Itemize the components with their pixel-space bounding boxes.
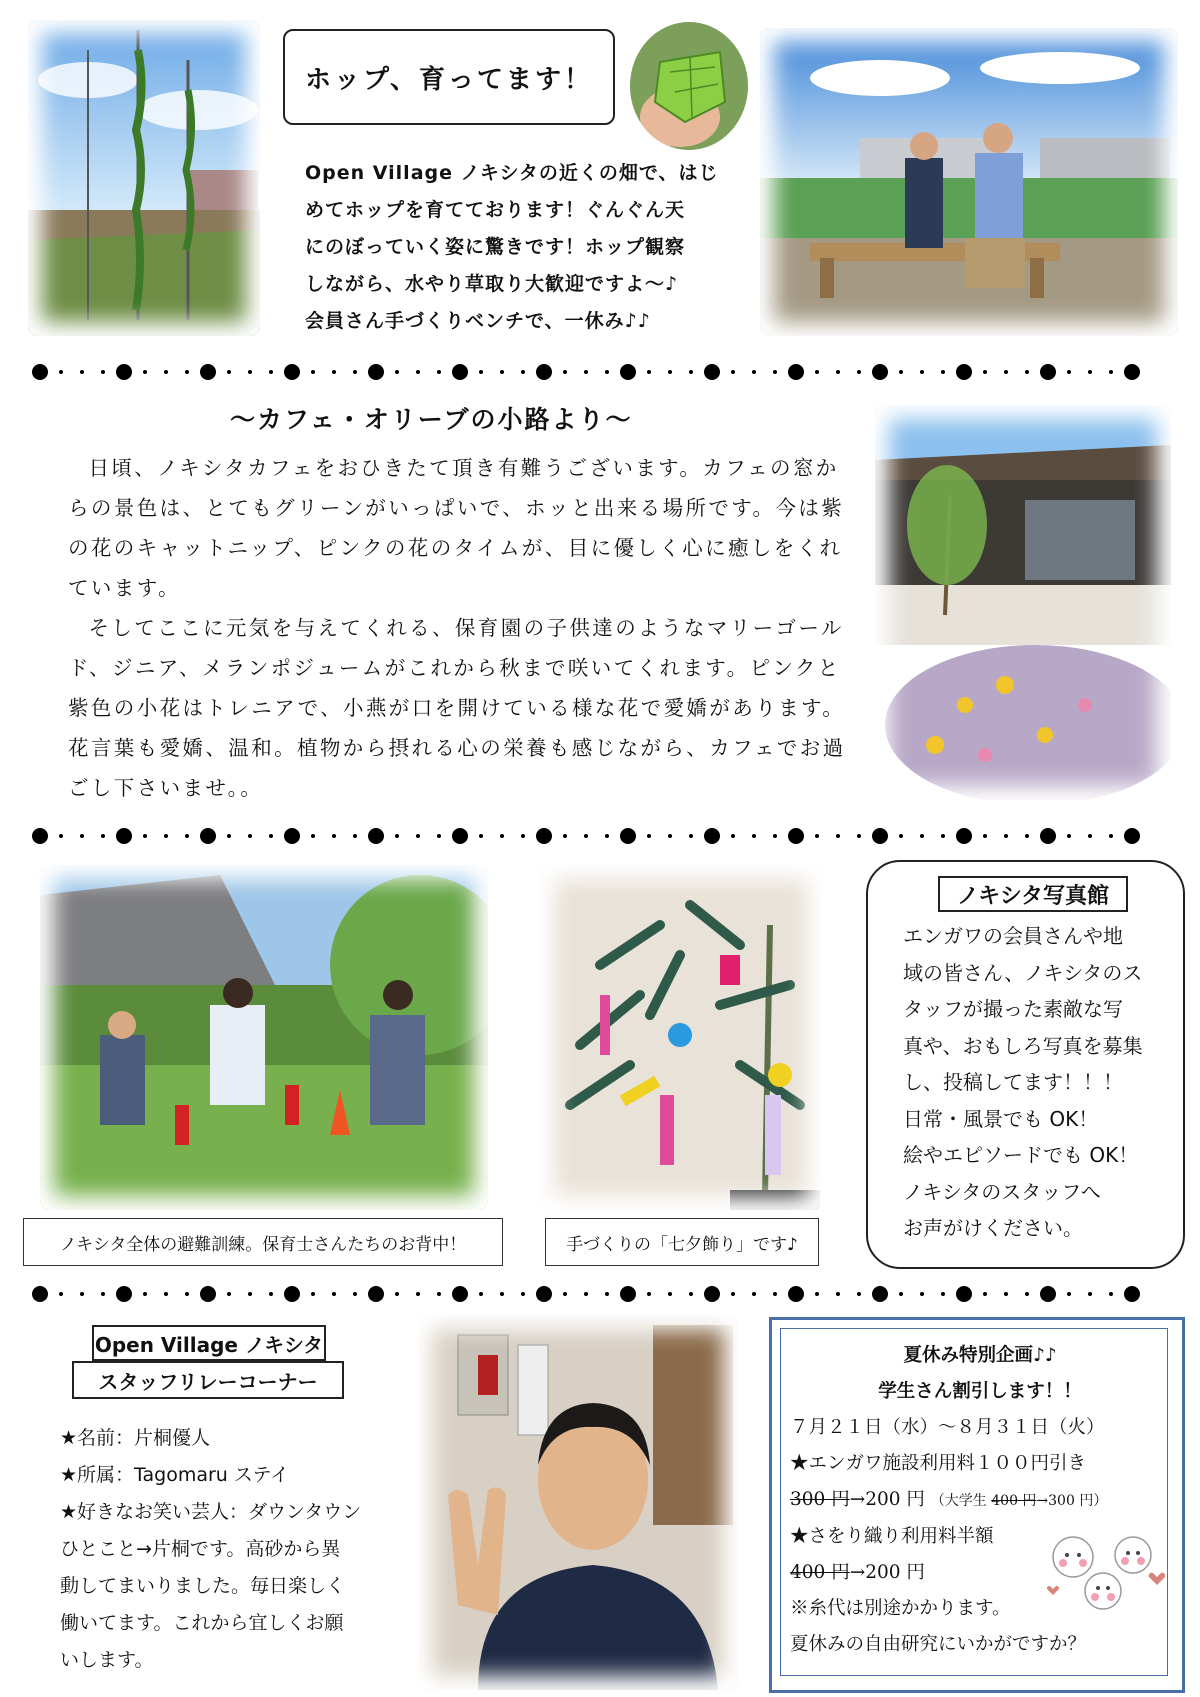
- divider-dot: [284, 1286, 300, 1302]
- divider-small-dot: [857, 1292, 861, 1296]
- divider-small-dot: [332, 834, 336, 838]
- hop-line: しながら、水やり草取り大歓迎ですよ～♪: [305, 273, 679, 295]
- divider-small-dot: [521, 370, 525, 374]
- divider-small-dot: [605, 370, 609, 374]
- dot-divider: [30, 1284, 1170, 1304]
- divider-small-dot: [1025, 370, 1029, 374]
- divider-small-dot: [899, 370, 903, 374]
- hop-description: [305, 155, 745, 340]
- divider-small-dot: [395, 370, 399, 374]
- drill-caption: ノキシタ全体の避難訓練。保育士さんたちのお背中！: [23, 1218, 503, 1266]
- item1-student-prefix: （大学生: [930, 1493, 992, 1509]
- divider-small-dot: [584, 834, 588, 838]
- divider-small-dot: [416, 834, 420, 838]
- divider-dot: [200, 828, 216, 844]
- divider-small-dot: [269, 1292, 273, 1296]
- divider-small-dot: [899, 1292, 903, 1296]
- divider-small-dot: [941, 1292, 945, 1296]
- relay-body: [60, 1420, 400, 1679]
- divider-small-dot: [227, 370, 231, 374]
- gallery-line: エンガワの会員さんや地: [903, 924, 1123, 948]
- divider-small-dot: [80, 1292, 84, 1296]
- hop-line: にのぼっていく姿に驚きです！ホップ観察: [305, 236, 686, 258]
- divider-dot: [200, 364, 216, 380]
- divider-dot: [788, 828, 804, 844]
- cafe-paragraph: そしてここに元気を与えてくれる、保育園の子供達のようなマリーゴールド、ジニア、メランポジュームがこれから秋まで咲いてくれます。ピンクと紫色の小花はトレニアで、小燕が口を開けている様な花で愛嬌があります。花言葉も愛嬌、温和。植物から摂れる心の栄養も感じながら、カフェでお過ごし下さいませ。。: [68, 616, 846, 800]
- divider-dot: [620, 828, 636, 844]
- divider-small-dot: [500, 834, 504, 838]
- divider-small-dot: [164, 1292, 168, 1296]
- summer-period: ７月２１日（水）～８月３１日（火）: [790, 1417, 1105, 1438]
- divider-dot: [32, 828, 48, 844]
- divider-small-dot: [1088, 370, 1092, 374]
- divider-small-dot: [269, 370, 273, 374]
- divider-dot: [452, 364, 468, 380]
- summer-item1: ★エンガワ施設利用料１００円引き: [790, 1453, 1087, 1474]
- divider-small-dot: [773, 1292, 777, 1296]
- divider-small-dot: [836, 370, 840, 374]
- divider-small-dot: [731, 1292, 735, 1296]
- divider-small-dot: [80, 370, 84, 374]
- hop-line: めてホップを育てております！ぐんぐん天: [305, 199, 686, 221]
- divider-small-dot: [731, 370, 735, 374]
- divider-small-dot: [668, 834, 672, 838]
- divider-small-dot: [227, 834, 231, 838]
- divider-dot: [704, 1286, 720, 1302]
- divider-dot: [788, 1286, 804, 1302]
- divider-small-dot: [248, 834, 252, 838]
- divider-small-dot: [1088, 834, 1092, 838]
- divider-small-dot: [59, 370, 63, 374]
- item2-old-price: 400 円: [790, 1562, 850, 1583]
- divider-small-dot: [647, 834, 651, 838]
- divider-small-dot: [563, 1292, 567, 1296]
- summer-closing: 夏休みの自由研究にいかがですか？: [790, 1634, 1087, 1655]
- relay-line: ★好きなお笑い芸人：ダウンタウン: [60, 1501, 362, 1523]
- divider-small-dot: [1067, 834, 1071, 838]
- bench-photo: [760, 28, 1178, 336]
- divider-small-dot: [815, 1292, 819, 1296]
- divider-dot: [620, 364, 636, 380]
- divider-small-dot: [668, 1292, 672, 1296]
- divider-small-dot: [185, 370, 189, 374]
- divider-dot: [368, 828, 384, 844]
- relay-line: ★所属：Tagomaru ステイ: [60, 1464, 290, 1486]
- divider-small-dot: [185, 834, 189, 838]
- item2-new-price: →200 円: [849, 1562, 925, 1583]
- divider-small-dot: [983, 834, 987, 838]
- divider-small-dot: [332, 1292, 336, 1296]
- relay-line: 動してまいりました。毎日楽しく: [60, 1575, 346, 1597]
- hop-line: Open Village ノキシタの近くの畑で、はじ: [305, 162, 719, 184]
- divider-small-dot: [1088, 1292, 1092, 1296]
- divider-small-dot: [647, 370, 651, 374]
- divider-small-dot: [479, 370, 483, 374]
- divider-small-dot: [941, 834, 945, 838]
- divider-small-dot: [311, 1292, 315, 1296]
- divider-small-dot: [1025, 834, 1029, 838]
- divider-small-dot: [1109, 370, 1113, 374]
- divider-dot: [116, 1286, 132, 1302]
- hop-field-photo: [28, 20, 260, 336]
- divider-small-dot: [773, 370, 777, 374]
- evacuation-drill-photo: [40, 865, 488, 1210]
- hop-line: 会員さん手づくりベンチで、一休み♪♪: [305, 310, 651, 332]
- divider-small-dot: [836, 1292, 840, 1296]
- divider-small-dot: [416, 1292, 420, 1296]
- gallery-line: タッフが撮った素敵な写: [903, 997, 1123, 1021]
- staff-portrait-photo: [418, 1315, 738, 1690]
- divider-dot: [956, 364, 972, 380]
- divider-small-dot: [836, 834, 840, 838]
- divider-small-dot: [1109, 1292, 1113, 1296]
- divider-small-dot: [143, 834, 147, 838]
- divider-small-dot: [1004, 834, 1008, 838]
- divider-small-dot: [80, 834, 84, 838]
- divider-small-dot: [521, 1292, 525, 1296]
- divider-small-dot: [605, 1292, 609, 1296]
- divider-dot: [1040, 364, 1056, 380]
- relay-line: ★名前：片桐優人: [60, 1427, 211, 1449]
- divider-dot: [1124, 828, 1140, 844]
- divider-small-dot: [479, 834, 483, 838]
- gallery-title: ノキシタ写真館: [938, 876, 1128, 912]
- relay-title-line1: Open Village ノキシタ: [92, 1325, 326, 1361]
- divider-small-dot: [605, 834, 609, 838]
- divider-dot: [872, 828, 888, 844]
- divider-small-dot: [395, 834, 399, 838]
- divider-small-dot: [311, 834, 315, 838]
- divider-dot: [872, 1286, 888, 1302]
- hop-title: ホップ、育ってます！: [283, 29, 615, 125]
- divider-dot: [704, 364, 720, 380]
- summer-note: ※糸代は別途かかります。: [790, 1598, 1011, 1619]
- divider-small-dot: [500, 370, 504, 374]
- tanabata-caption: 手づくりの「七夕飾り」です♪: [545, 1218, 819, 1266]
- divider-small-dot: [920, 370, 924, 374]
- gallery-line: 日常・風景でも OK！: [903, 1106, 1099, 1131]
- divider-small-dot: [395, 1292, 399, 1296]
- divider-small-dot: [584, 1292, 588, 1296]
- divider-small-dot: [248, 370, 252, 374]
- divider-small-dot: [164, 370, 168, 374]
- divider-small-dot: [143, 370, 147, 374]
- divider-small-dot: [1004, 370, 1008, 374]
- summer-item1-price: [790, 1482, 1170, 1519]
- divider-small-dot: [647, 1292, 651, 1296]
- divider-small-dot: [752, 1292, 756, 1296]
- divider-dot: [1124, 1286, 1140, 1302]
- divider-dot: [1124, 364, 1140, 380]
- divider-dot: [452, 1286, 468, 1302]
- cafe-garden-photo: [875, 405, 1171, 800]
- divider-small-dot: [1067, 1292, 1071, 1296]
- divider-small-dot: [563, 834, 567, 838]
- divider-small-dot: [1067, 370, 1071, 374]
- divider-dot: [32, 364, 48, 380]
- dot-divider: [30, 362, 1170, 382]
- divider-small-dot: [857, 834, 861, 838]
- divider-small-dot: [101, 834, 105, 838]
- divider-small-dot: [500, 1292, 504, 1296]
- cafe-title: ～カフェ・オリーブの小路より～: [230, 405, 633, 434]
- divider-dot: [116, 364, 132, 380]
- relay-line: ひとこと→片桐です。高砂から異: [60, 1538, 341, 1560]
- divider-dot: [536, 364, 552, 380]
- divider-small-dot: [101, 370, 105, 374]
- divider-small-dot: [584, 370, 588, 374]
- divider-small-dot: [563, 370, 567, 374]
- summer-item2: ★さをり織り利用料半額: [790, 1526, 994, 1547]
- gallery-line: 域の皆さん、ノキシタのス: [903, 960, 1143, 985]
- divider-small-dot: [689, 370, 693, 374]
- divider-dot: [536, 1286, 552, 1302]
- divider-small-dot: [920, 1292, 924, 1296]
- divider-small-dot: [353, 370, 357, 374]
- divider-small-dot: [815, 370, 819, 374]
- divider-dot: [284, 828, 300, 844]
- divider-small-dot: [983, 1292, 987, 1296]
- divider-dot: [956, 1286, 972, 1302]
- divider-small-dot: [920, 834, 924, 838]
- smiley-faces-illustration: [1045, 1525, 1165, 1615]
- divider-small-dot: [437, 370, 441, 374]
- divider-dot: [1040, 1286, 1056, 1302]
- divider-dot: [704, 828, 720, 844]
- divider-small-dot: [59, 1292, 63, 1296]
- divider-dot: [32, 1286, 48, 1302]
- dot-divider: [30, 826, 1170, 846]
- gallery-line: 絵やエピソードでも OK！: [903, 1143, 1139, 1167]
- divider-small-dot: [143, 1292, 147, 1296]
- relay-line: 働いてます。これから宜しくお願: [60, 1612, 344, 1634]
- item1-student-old: 400 円: [991, 1493, 1037, 1509]
- divider-dot: [872, 364, 888, 380]
- summer-title2: 学生さん割引します！！: [878, 1381, 1082, 1402]
- divider-small-dot: [983, 370, 987, 374]
- divider-small-dot: [857, 370, 861, 374]
- divider-dot: [620, 1286, 636, 1302]
- divider-small-dot: [185, 1292, 189, 1296]
- divider-dot: [1040, 828, 1056, 844]
- summer-title1: 夏休み特別企画♪♪: [903, 1345, 1057, 1366]
- divider-small-dot: [59, 834, 63, 838]
- gallery-body: [903, 918, 1163, 1247]
- item1-student-new: →300 円）: [1036, 1493, 1108, 1509]
- divider-small-dot: [731, 834, 735, 838]
- divider-small-dot: [248, 1292, 252, 1296]
- divider-small-dot: [269, 834, 273, 838]
- divider-small-dot: [689, 1292, 693, 1296]
- divider-small-dot: [815, 834, 819, 838]
- divider-small-dot: [437, 1292, 441, 1296]
- divider-small-dot: [437, 834, 441, 838]
- divider-small-dot: [773, 834, 777, 838]
- cafe-body: [68, 448, 858, 808]
- hop-leaf-photo: [630, 22, 748, 150]
- divider-small-dot: [1025, 1292, 1029, 1296]
- gallery-line: 真や、おもしろ写真を募集: [903, 1033, 1143, 1058]
- divider-dot: [788, 364, 804, 380]
- cafe-paragraph: 日頃、ノキシタカフェをおひきたて頂き有難うございます。カフェの窓からの景色は、とてもグリーンがいっぱいで、ホッと出来る場所です。今は紫の花のキャットニップ、ピンクの花のタイムが、目に優しく心に癒しをくれています。: [68, 456, 845, 600]
- divider-dot: [368, 364, 384, 380]
- divider-small-dot: [479, 1292, 483, 1296]
- item1-old-price: 300 円: [790, 1489, 850, 1510]
- divider-dot: [368, 1286, 384, 1302]
- tanabata-photo: [540, 865, 822, 1210]
- relay-line: いします。: [60, 1649, 154, 1671]
- divider-small-dot: [899, 834, 903, 838]
- divider-small-dot: [416, 370, 420, 374]
- divider-dot: [116, 828, 132, 844]
- divider-small-dot: [521, 834, 525, 838]
- item1-new-price: →200 円: [849, 1489, 925, 1510]
- divider-small-dot: [1004, 1292, 1008, 1296]
- divider-small-dot: [353, 1292, 357, 1296]
- divider-dot: [536, 828, 552, 844]
- divider-dot: [200, 1286, 216, 1302]
- divider-small-dot: [101, 1292, 105, 1296]
- divider-small-dot: [353, 834, 357, 838]
- divider-small-dot: [332, 370, 336, 374]
- divider-dot: [284, 364, 300, 380]
- divider-small-dot: [689, 834, 693, 838]
- divider-small-dot: [227, 1292, 231, 1296]
- gallery-line: お声がけください。: [903, 1216, 1083, 1240]
- divider-small-dot: [164, 834, 168, 838]
- gallery-line: ノキシタのスタッフへ: [903, 1179, 1101, 1204]
- divider-small-dot: [941, 370, 945, 374]
- gallery-line: し、投稿してます！！！: [903, 1070, 1123, 1094]
- relay-title-line2: スタッフリレーコーナー: [72, 1361, 344, 1399]
- divider-small-dot: [752, 370, 756, 374]
- divider-small-dot: [1109, 834, 1113, 838]
- divider-small-dot: [752, 834, 756, 838]
- divider-small-dot: [668, 370, 672, 374]
- divider-dot: [452, 828, 468, 844]
- divider-small-dot: [311, 370, 315, 374]
- divider-dot: [956, 828, 972, 844]
